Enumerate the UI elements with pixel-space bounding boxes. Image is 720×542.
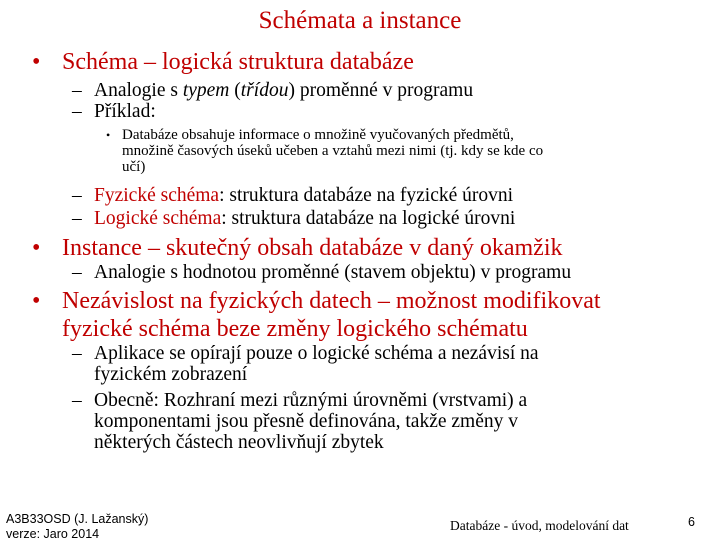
dash-icon: – — [72, 343, 82, 364]
dash-icon: – — [72, 80, 82, 101]
dash-icon: – — [72, 390, 82, 411]
footer-course-info: A3B33OSD (J. Lažanský) verze: Jaro 2014 — [6, 512, 149, 541]
emphasis-tridou: třídou — [240, 80, 289, 101]
dash-icon: – — [72, 101, 82, 122]
emphasis-typem: typem — [182, 80, 230, 101]
slide-title: Schémata a instance — [258, 7, 462, 34]
dash-icon: – — [72, 185, 82, 206]
dash-icon: – — [72, 208, 82, 229]
bullet-icon: • — [106, 128, 111, 142]
footer-title: Databáze - úvod, modelování dat — [450, 518, 629, 533]
page-number: 6 — [688, 515, 695, 529]
bullet-icon: • — [32, 288, 41, 314]
bullet-icon: • — [32, 49, 41, 75]
bullet-instance-heading: Instance – skutečný obsah databáze v daný okamžik — [62, 235, 563, 261]
bullet-icon: • — [32, 235, 41, 261]
bullet-nezavislost-line2: fyzické schéma beze změny logického schématu — [62, 316, 528, 342]
bullet-schema-heading: Schéma – logická struktura databáze — [62, 49, 414, 75]
dash-icon: – — [72, 262, 82, 283]
bullet-nezavislost-line1: Nezávislost na fyzických datech – možnost modifikovat — [62, 288, 601, 314]
